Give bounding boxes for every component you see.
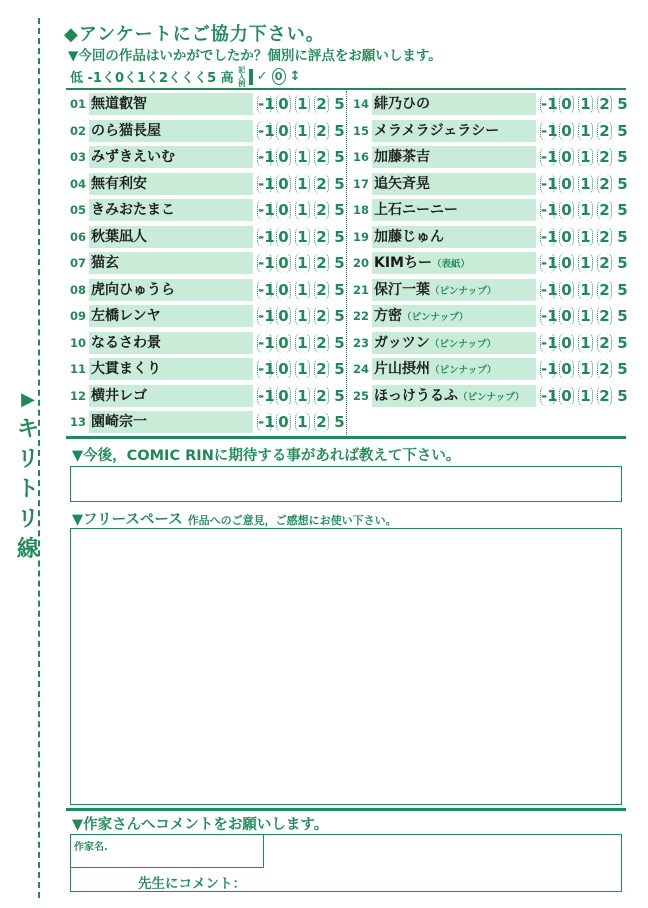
author-name-text: なるさわ景 [91, 334, 161, 351]
author-name [89, 279, 253, 301]
score-option[interactable]: 5 [617, 386, 628, 405]
score-option[interactable]: -1 [541, 386, 558, 405]
score-option[interactable]: 5 [617, 95, 628, 114]
score-option[interactable]: 5 [334, 333, 345, 352]
score-options [257, 227, 346, 247]
score-option[interactable]: 2 [597, 174, 612, 194]
author-comment-label: ▼作家さんへコメントをお願いします。 [72, 817, 329, 833]
score-option[interactable]: 5 [334, 360, 345, 379]
rating-row [349, 330, 629, 357]
score-option[interactable]: 1 [295, 227, 310, 247]
author-name [89, 226, 253, 248]
rating-row [349, 91, 629, 118]
row-number: 10 [69, 335, 86, 350]
rating-row [349, 224, 629, 251]
rating-row [349, 144, 629, 171]
score-options [540, 253, 629, 273]
score-option[interactable]: 0 [559, 121, 574, 141]
author-name-text: 方密 [374, 308, 402, 325]
score-option[interactable]: -1 [541, 174, 558, 193]
legend-bar-icon [249, 69, 253, 85]
score-option[interactable]: 2 [314, 147, 329, 167]
rating-row [66, 383, 346, 410]
author-name-text: 追矢斉晃 [374, 175, 430, 192]
score-option[interactable]: 0 [276, 174, 291, 194]
score-option[interactable]: -1 [541, 307, 558, 326]
row-number: 06 [69, 229, 86, 244]
score-option[interactable]: 5 [617, 227, 628, 246]
score-option[interactable]: 1 [295, 253, 310, 273]
score-option[interactable]: 1 [578, 94, 593, 114]
score-option[interactable]: 2 [314, 359, 329, 379]
score-option[interactable]: 5 [617, 333, 628, 352]
rating-column-left [66, 91, 346, 436]
author-name-text: 大貫まくり [91, 361, 161, 378]
rating-row [66, 277, 346, 304]
score-options [540, 200, 629, 220]
author-name-text: 保汀一葉 [374, 281, 430, 298]
score-option[interactable]: 5 [617, 360, 628, 379]
cut-arrow-icon: ▶ [21, 389, 35, 410]
expect-input[interactable] [70, 466, 622, 502]
free-space-input[interactable] [70, 528, 622, 805]
author-name-text: 片山摂州 [374, 361, 430, 378]
row-number: 20 [352, 256, 369, 271]
rating-row [66, 250, 346, 277]
score-option[interactable]: 1 [578, 280, 593, 300]
score-option[interactable]: 5 [334, 174, 345, 193]
author-name-text: 加藤茶吉 [374, 149, 430, 166]
author-name [89, 332, 253, 354]
score-option[interactable]: -1 [258, 148, 275, 167]
score-option[interactable]: -1 [258, 201, 275, 220]
comment-to-label: 先生にコメント： [138, 876, 246, 892]
score-option[interactable]: -1 [541, 280, 558, 299]
score-option[interactable]: 2 [597, 200, 612, 220]
score-options [540, 227, 629, 247]
rating-row [66, 224, 346, 251]
author-name [372, 226, 536, 248]
author-note: （ピンナップ） [430, 365, 497, 377]
score-options [257, 174, 346, 194]
score-option[interactable]: -1 [258, 280, 275, 299]
score-option[interactable]: -1 [541, 254, 558, 273]
rating-row [349, 303, 629, 330]
score-options [257, 200, 346, 220]
score-options [540, 306, 629, 326]
rating-row [66, 91, 346, 118]
author-name [372, 385, 536, 407]
score-option[interactable]: 5 [617, 280, 628, 299]
free-space-note: 作品へのご意見，ご感想にお使い下さい。 [187, 514, 397, 527]
top-divider [66, 88, 626, 90]
row-number: 19 [352, 229, 369, 244]
score-option[interactable]: 5 [617, 174, 628, 193]
rating-row [66, 330, 346, 357]
row-number: 24 [352, 362, 369, 377]
score-option[interactable]: 2 [597, 386, 612, 406]
score-option[interactable]: -1 [258, 227, 275, 246]
rating-column-right [349, 91, 629, 409]
author-name-text: KIMちー [374, 255, 432, 272]
author-name-text: 無道叡智 [91, 96, 147, 113]
row-number: 17 [352, 176, 369, 191]
score-option[interactable]: -1 [258, 413, 275, 432]
author-name-text: きみおたまこ [91, 202, 175, 219]
score-option[interactable]: 0 [276, 386, 291, 406]
score-option[interactable]: 5 [617, 307, 628, 326]
rating-row [66, 303, 346, 330]
score-option[interactable]: 0 [276, 200, 291, 220]
score-options [540, 121, 629, 141]
score-option[interactable]: 2 [597, 359, 612, 379]
author-note: （ピンナップ） [458, 391, 525, 403]
score-option[interactable]: 2 [597, 306, 612, 326]
row-number: 04 [69, 176, 86, 191]
author-name [372, 358, 536, 380]
score-option[interactable]: 2 [314, 94, 329, 114]
score-option[interactable]: 2 [314, 386, 329, 406]
score-option[interactable]: -1 [258, 95, 275, 114]
score-option[interactable]: -1 [258, 307, 275, 326]
rating-row [66, 356, 346, 383]
score-option[interactable]: 5 [334, 307, 345, 326]
column-divider [346, 91, 347, 435]
author-name-text: 秋葉凪人 [91, 228, 147, 245]
author-name [372, 120, 536, 142]
author-name-text: メラメラジェラシー [374, 122, 500, 139]
legend-check-icon: ✓ [256, 69, 268, 84]
row-number: 15 [352, 123, 369, 138]
score-option[interactable]: 2 [314, 333, 329, 353]
score-option[interactable]: 2 [597, 333, 612, 353]
row-number: 07 [69, 256, 86, 271]
author-name [89, 173, 253, 195]
score-option[interactable]: 5 [617, 148, 628, 167]
author-name [89, 252, 253, 274]
score-option[interactable]: 0 [559, 359, 574, 379]
score-option[interactable]: 5 [334, 201, 345, 220]
score-option[interactable]: 5 [617, 121, 628, 140]
row-number: 18 [352, 203, 369, 218]
row-number: 16 [352, 150, 369, 165]
score-option[interactable]: 1 [578, 386, 593, 406]
score-option[interactable]: 0 [559, 174, 574, 194]
rating-row [349, 277, 629, 304]
author-name-text: 上石ニーニー [374, 202, 458, 219]
score-option[interactable]: 1 [578, 333, 593, 353]
author-name-text: 緋乃ひの [374, 96, 430, 113]
score-option[interactable]: 0 [559, 147, 574, 167]
rating-row [349, 197, 629, 224]
survey-title: ◆アンケートにご協力下さい。 [64, 24, 325, 45]
score-option[interactable]: 2 [314, 280, 329, 300]
rating-grid [66, 91, 626, 435]
score-option[interactable]: 5 [334, 254, 345, 273]
score-option[interactable]: 2 [597, 227, 612, 247]
author-name [372, 252, 536, 274]
score-option[interactable]: -1 [541, 227, 558, 246]
score-options [257, 147, 346, 167]
score-option[interactable]: 0 [276, 359, 291, 379]
score-options [540, 359, 629, 379]
legend-scale: 低 -1く0く1く2くくく5 高 [70, 71, 234, 86]
free-space-label [72, 508, 397, 529]
score-option[interactable]: 1 [578, 359, 593, 379]
row-number: 14 [352, 97, 369, 112]
score-option[interactable]: 2 [314, 412, 329, 432]
row-number: 09 [69, 309, 86, 324]
score-option[interactable]: 2 [597, 253, 612, 273]
row-number: 08 [69, 282, 86, 297]
author-name-text: 左橋レンヤ [91, 308, 161, 325]
score-option[interactable]: -1 [541, 121, 558, 140]
score-option[interactable]: 1 [295, 359, 310, 379]
score-options [540, 333, 629, 353]
score-options [540, 94, 629, 114]
score-option[interactable]: 0 [276, 253, 291, 273]
score-option[interactable]: 5 [334, 280, 345, 299]
score-option[interactable]: 0 [276, 333, 291, 353]
survey-subtitle: ▼今回の作品はいかがでしたか？個別に評点をお願いします。 [68, 48, 442, 64]
author-name [372, 173, 536, 195]
score-options [540, 174, 629, 194]
score-option[interactable]: 0 [559, 333, 574, 353]
score-option[interactable]: 1 [295, 121, 310, 141]
score-options [257, 412, 346, 432]
row-number: 21 [352, 282, 369, 297]
author-name [372, 332, 536, 354]
score-option[interactable]: 0 [276, 94, 291, 114]
row-number: 11 [69, 362, 86, 377]
score-option[interactable]: 2 [314, 174, 329, 194]
score-option[interactable]: -1 [258, 174, 275, 193]
score-option[interactable]: 0 [276, 412, 291, 432]
score-option[interactable]: 1 [295, 94, 310, 114]
score-option[interactable]: 2 [597, 121, 612, 141]
score-option[interactable]: 0 [559, 94, 574, 114]
row-number: 23 [352, 335, 369, 350]
rating-row [66, 197, 346, 224]
score-option[interactable]: 2 [314, 200, 329, 220]
author-name [89, 385, 253, 407]
score-option[interactable]: 2 [597, 280, 612, 300]
free-space-title: ▼フリースペース [72, 512, 183, 528]
author-name-text: 無有利安 [91, 175, 147, 192]
author-name-text: みずきえいむ [91, 149, 175, 166]
score-options [257, 333, 346, 353]
rating-row [66, 409, 346, 436]
score-option[interactable]: 0 [559, 306, 574, 326]
score-option[interactable]: 0 [559, 280, 574, 300]
score-option[interactable]: 2 [314, 121, 329, 141]
legend-example-mark: 0 [272, 68, 286, 85]
author-note: （表紙） [432, 259, 471, 271]
score-options [257, 386, 346, 406]
author-name [89, 358, 253, 380]
row-number: 25 [352, 388, 369, 403]
score-options [257, 280, 346, 300]
score-option[interactable]: -1 [258, 254, 275, 273]
author-name [372, 199, 536, 221]
score-option[interactable]: -1 [258, 386, 275, 405]
row-number: 03 [69, 150, 86, 165]
score-option[interactable]: 0 [559, 200, 574, 220]
score-option[interactable]: 1 [578, 253, 593, 273]
rating-row [349, 383, 629, 410]
legend-arrow-icon: ↕ [289, 69, 301, 84]
score-options [257, 359, 346, 379]
author-name [89, 411, 253, 433]
author-note: （ピンナップ） [402, 312, 469, 324]
score-option[interactable]: 1 [295, 306, 310, 326]
score-option[interactable]: 2 [597, 147, 612, 167]
score-option[interactable]: 5 [334, 121, 345, 140]
score-options [540, 386, 629, 406]
score-option[interactable]: 5 [617, 254, 628, 273]
score-option[interactable]: 1 [295, 333, 310, 353]
score-option[interactable]: -1 [541, 201, 558, 220]
score-option[interactable]: 1 [295, 280, 310, 300]
rating-row [349, 118, 629, 145]
author-name [89, 120, 253, 142]
score-option[interactable]: 1 [295, 200, 310, 220]
score-option[interactable]: 2 [314, 253, 329, 273]
author-name [89, 146, 253, 168]
row-number: 02 [69, 123, 86, 138]
score-option[interactable]: -1 [541, 333, 558, 352]
row-number: 13 [69, 415, 86, 430]
row-number: 22 [352, 309, 369, 324]
score-options [540, 280, 629, 300]
score-option[interactable]: 0 [276, 280, 291, 300]
bottom-divider [66, 808, 626, 811]
score-option[interactable]: 0 [276, 147, 291, 167]
score-option[interactable]: 0 [559, 253, 574, 273]
score-option[interactable]: -1 [541, 95, 558, 114]
score-option[interactable]: 1 [295, 147, 310, 167]
score-option[interactable]: 5 [334, 148, 345, 167]
score-options [540, 147, 629, 167]
author-note: （ピンナップ） [430, 285, 497, 297]
author-name [372, 305, 536, 327]
score-option[interactable]: 5 [334, 413, 345, 432]
score-options [257, 121, 346, 141]
score-option[interactable]: 1 [578, 121, 593, 141]
author-name-text: のら猫長屋 [91, 122, 161, 139]
score-option[interactable]: 2 [314, 306, 329, 326]
rating-row [349, 171, 629, 198]
expect-label: ▼今後，COMIC RINに期待する事があれば教えて下さい。 [72, 448, 461, 464]
score-option[interactable]: 1 [578, 200, 593, 220]
row-number: 01 [69, 97, 86, 112]
score-options [257, 253, 346, 273]
author-name [89, 199, 253, 221]
row-number: 12 [69, 388, 86, 403]
author-name-text: 園崎宗一 [91, 414, 147, 431]
score-option[interactable]: 1 [295, 174, 310, 194]
cut-text: キリトリ線 [16, 417, 39, 562]
score-option[interactable]: 0 [276, 306, 291, 326]
score-option[interactable]: 0 [276, 227, 291, 247]
score-option[interactable]: -1 [258, 360, 275, 379]
author-name-text: ガッツン [374, 334, 430, 351]
rating-row [66, 118, 346, 145]
author-name [372, 279, 536, 301]
score-option[interactable]: 5 [334, 386, 345, 405]
rating-row [66, 144, 346, 171]
rating-row [349, 250, 629, 277]
rating-legend [70, 66, 301, 87]
author-note: （ピンナップ） [429, 338, 497, 350]
score-option[interactable]: 2 [314, 227, 329, 247]
rating-row [349, 356, 629, 383]
cut-label [14, 385, 42, 565]
score-option[interactable]: 0 [559, 227, 574, 247]
score-option[interactable]: 5 [334, 95, 345, 114]
score-option[interactable]: 2 [597, 94, 612, 114]
score-option[interactable]: -1 [541, 148, 558, 167]
rating-row [66, 171, 346, 198]
author-name-text: 猫玄 [91, 255, 119, 272]
score-option[interactable]: 1 [295, 412, 310, 432]
score-options [257, 94, 346, 114]
score-options [257, 306, 346, 326]
author-name-text: 横井レゴ [91, 387, 147, 404]
author-name [89, 305, 253, 327]
legend-example-label: 記入例 [237, 66, 246, 87]
author-name [89, 93, 253, 115]
author-name-text: 加藤じゅん [374, 228, 444, 245]
author-name [372, 146, 536, 168]
score-option[interactable]: 5 [617, 201, 628, 220]
author-name-text: ほっけうるふ [374, 387, 458, 404]
author-name-label: 作家名. [74, 842, 108, 853]
row-number: 05 [69, 203, 86, 218]
score-option[interactable]: 1 [578, 147, 593, 167]
author-name-text: 虎向ひゅうら [91, 281, 175, 298]
score-option[interactable]: 1 [578, 227, 593, 247]
score-option[interactable]: 1 [295, 386, 310, 406]
score-option[interactable]: -1 [258, 333, 275, 352]
author-name [372, 93, 536, 115]
score-option[interactable]: 0 [559, 386, 574, 406]
score-option[interactable]: -1 [258, 121, 275, 140]
score-option[interactable]: 1 [578, 306, 593, 326]
mid-divider [66, 436, 626, 439]
score-option[interactable]: -1 [541, 360, 558, 379]
score-option[interactable]: 1 [578, 174, 593, 194]
score-option[interactable]: 0 [276, 121, 291, 141]
score-option[interactable]: 5 [334, 227, 345, 246]
